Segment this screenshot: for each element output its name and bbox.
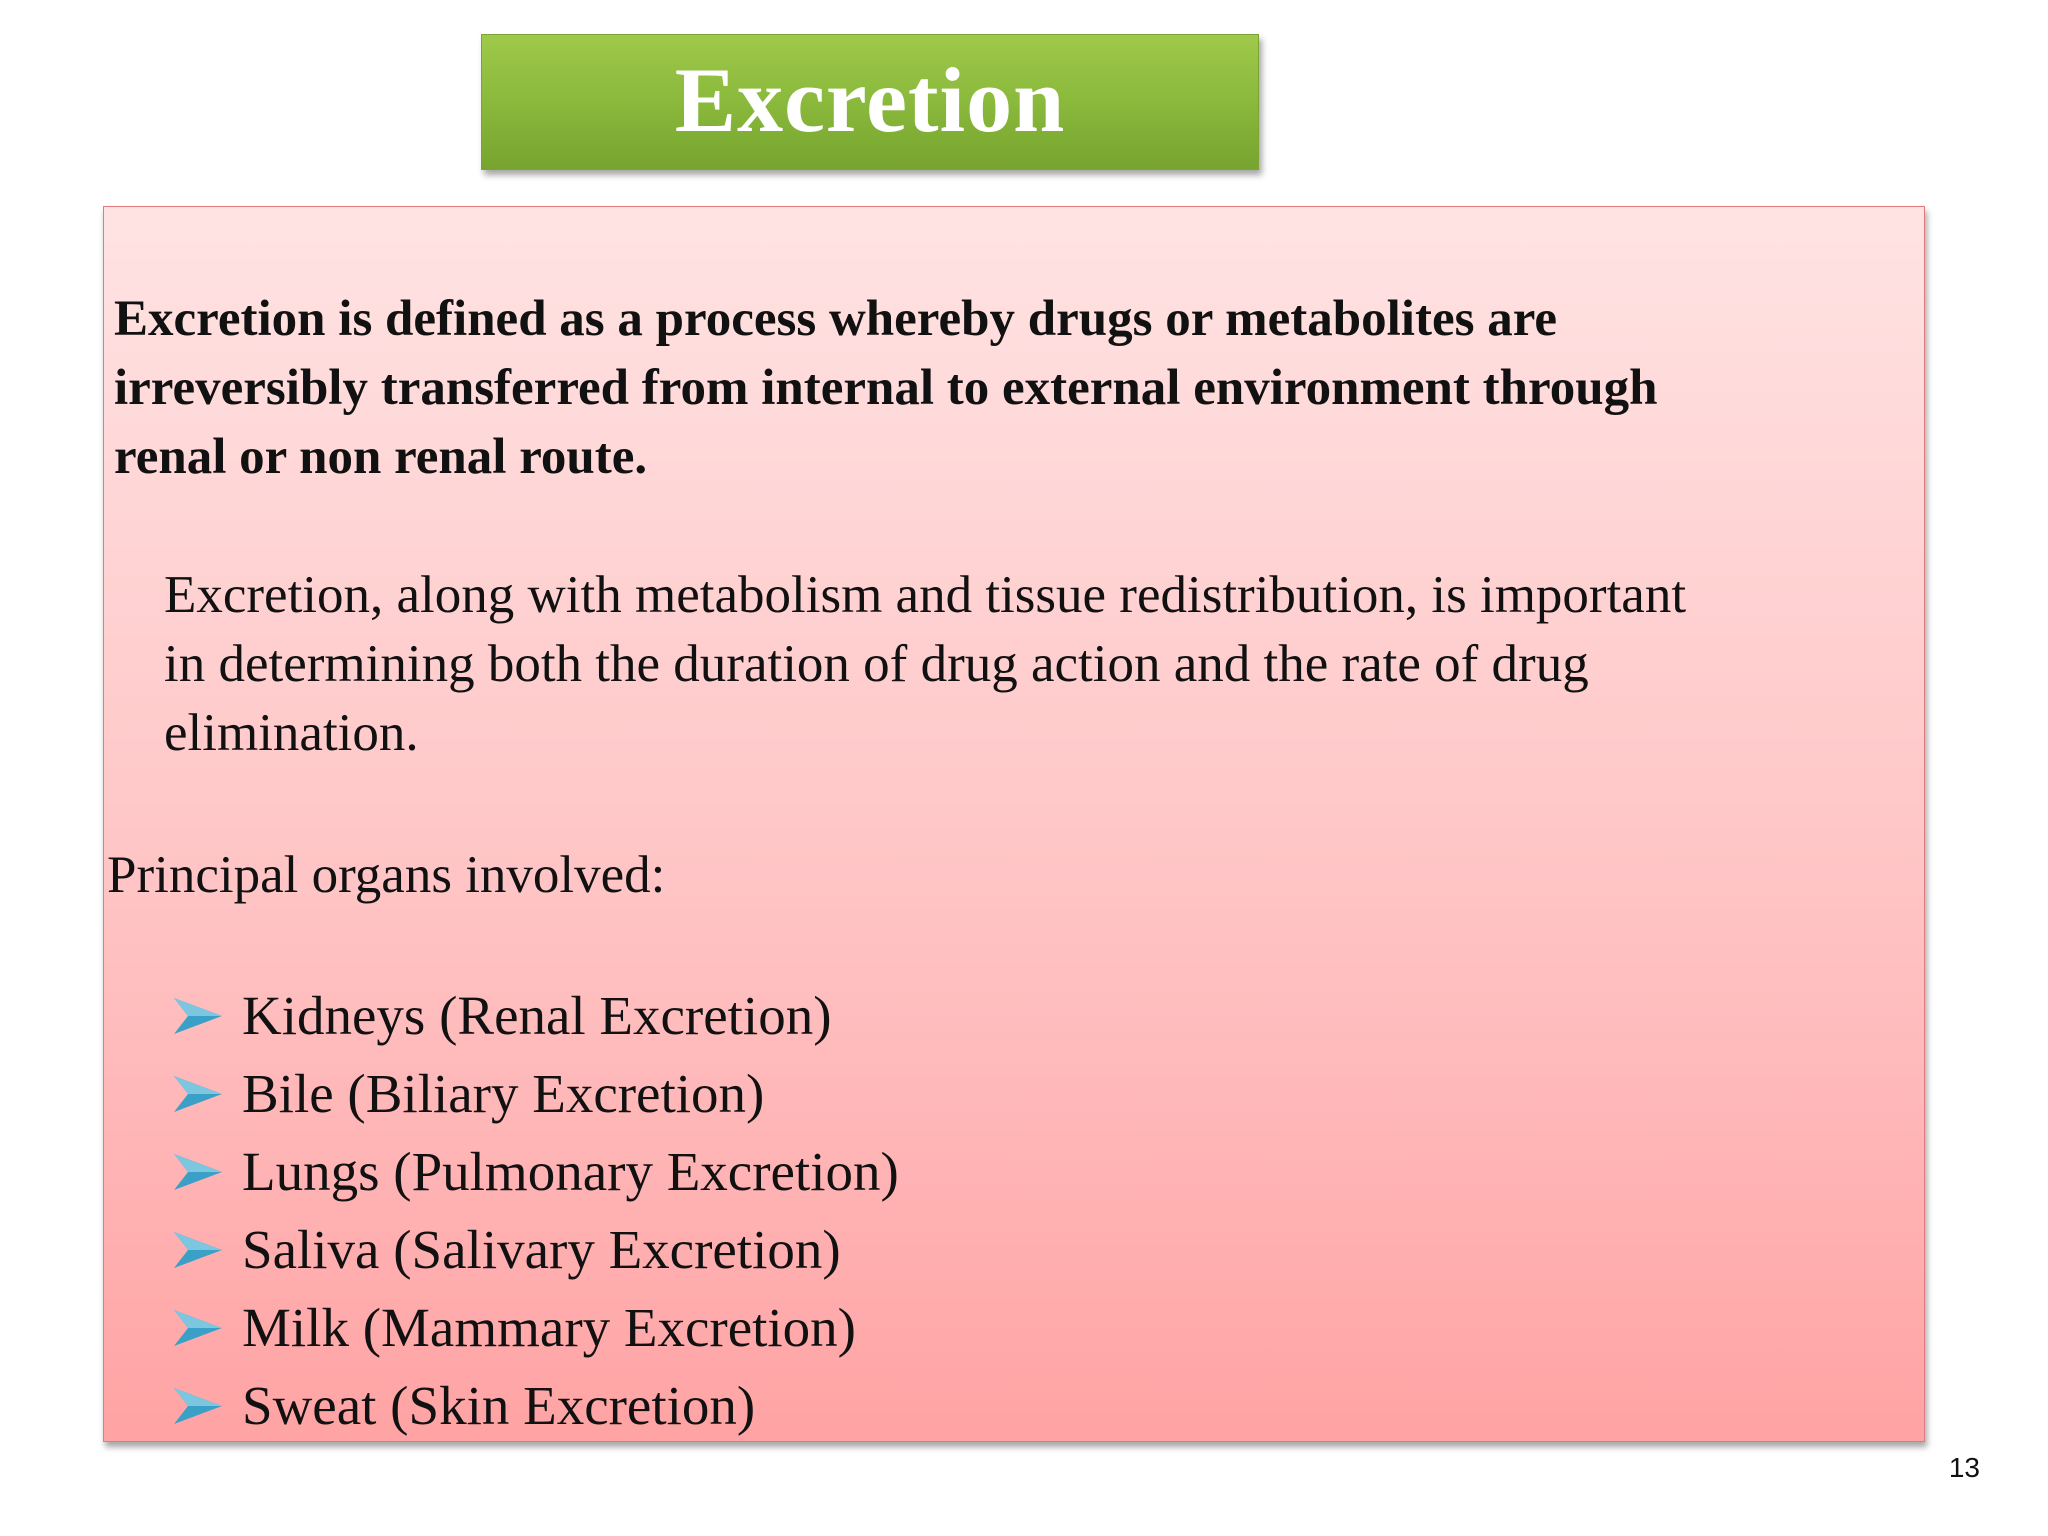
arrow-bullet-icon xyxy=(170,1148,226,1196)
list-item xyxy=(170,977,899,1055)
organ-label: Saliva (Salivary Excretion) xyxy=(242,1219,841,1280)
organ-label: Kidneys (Renal Excretion) xyxy=(242,985,832,1046)
slide-title: Excretion xyxy=(674,49,1066,151)
list-item xyxy=(170,1211,899,1289)
organ-label: Lungs (Pulmonary Excretion) xyxy=(242,1141,899,1202)
arrow-bullet-icon xyxy=(170,992,226,1040)
importance-paragraph: Excretion, along with metabolism and tissue redistribution, is important in determining both the duration of drug action and the rate of drug elimination. xyxy=(164,566,1687,762)
arrow-bullet-icon xyxy=(170,1226,226,1274)
page-number: 13 xyxy=(1948,1452,1980,1483)
list-item xyxy=(170,1133,899,1211)
definition-paragraph: Excretion is defined as a process whereby drugs or metabolites are irreversibly transferred from internal to external environment through renal or non renal route. xyxy=(114,291,1658,485)
organs-heading: Principal organs involved: xyxy=(107,846,666,904)
list-item xyxy=(170,1289,899,1367)
organ-label: Milk (Mammary Excretion) xyxy=(242,1297,856,1358)
arrow-bullet-icon xyxy=(170,1382,226,1430)
organ-label: Sweat (Skin Excretion) xyxy=(242,1375,756,1436)
list-item xyxy=(170,1367,899,1445)
organs-list xyxy=(170,977,899,1445)
organ-label: Bile (Biliary Excretion) xyxy=(242,1063,765,1124)
content-panel xyxy=(103,206,1925,1442)
list-item xyxy=(170,1055,899,1133)
arrow-bullet-icon xyxy=(170,1070,226,1118)
title-banner xyxy=(481,34,1259,170)
arrow-bullet-icon xyxy=(170,1304,226,1352)
